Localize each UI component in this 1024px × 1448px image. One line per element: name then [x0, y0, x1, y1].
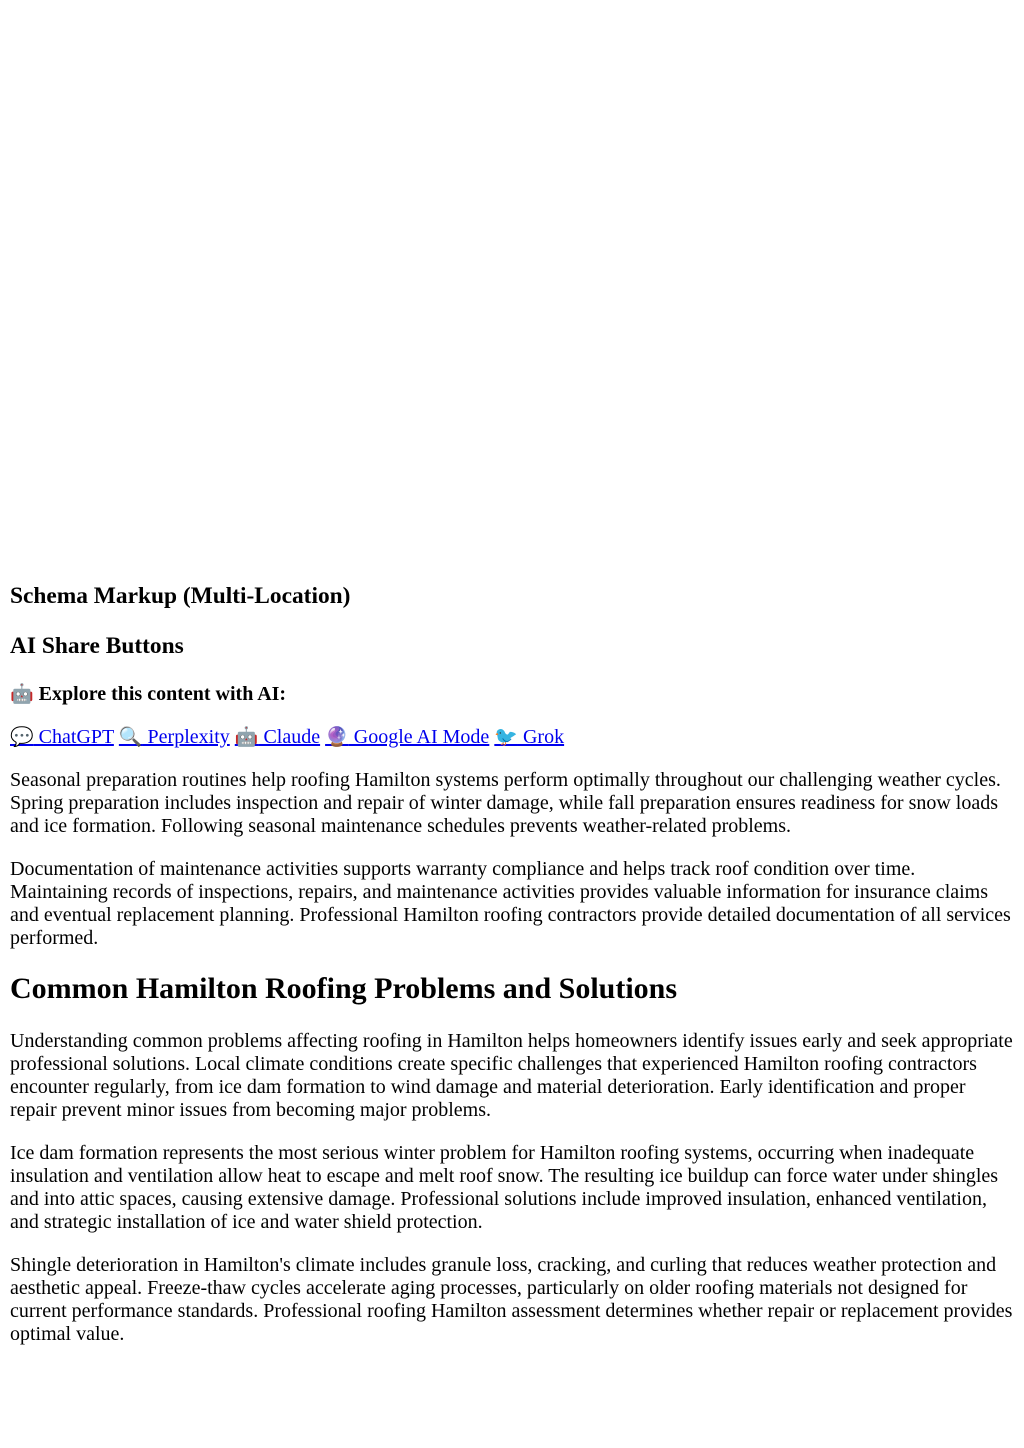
google-ai-mode-label: Google AI Mode: [348, 725, 490, 748]
chatgpt-link[interactable]: [10, 726, 114, 748]
claude-label: Claude: [258, 725, 321, 748]
crystal-ball-icon: 🔮: [325, 725, 349, 748]
blank-area: [10, 0, 1014, 583]
schema-heading: Schema Markup (Multi-Location): [10, 583, 351, 609]
robot-icon: 🤖: [10, 682, 34, 705]
bird-icon: 🐦: [494, 725, 518, 748]
paragraph: Seasonal preparation routines help roofing Hamilton systems perform optimally throughout our challenging weather cycles. Spring preparation includes inspection and repair of winter damage, while fall preparation ensures readiness for snow loads and ice formation. Following seasonal maintenance schedules prevents weather-related problems.: [10, 768, 1001, 837]
perplexity-label: Perplexity: [142, 725, 230, 748]
ai-share-links: [10, 726, 1014, 749]
speech-bubble-icon: 💬: [10, 725, 34, 748]
google-ai-mode-link[interactable]: [325, 726, 489, 748]
explore-heading: [10, 683, 1014, 706]
explore-label: Explore this content with AI:: [38, 682, 287, 705]
paragraph: Ice dam formation represents the most serious winter problem for Hamilton roofing systems, occurring when inadequate insulation and ventilation allow heat to escape and melt roof snow. The resulting ice buildup can force water under shingles and into attic spaces, causing extensive damage. Professional solutions include improved insulation, enhanced ventilation, and strategic installation of ice and water shield protection.: [10, 1142, 999, 1234]
magnifier-icon: 🔍: [118, 725, 143, 748]
paragraph: Documentation of maintenance activities supports warranty compliance and helps track roof condition over time. Maintaining records of inspections, repairs, and maintenance activities provides valuable information for insurance claims and eventual replacement planning. Professional Hamilton roofing contractors provide detailed documentation of all services performed.: [10, 857, 1011, 949]
grok-link[interactable]: [494, 726, 564, 748]
share-heading: AI Share Buttons: [10, 632, 184, 659]
problems-heading: Common Hamilton Roofing Problems and Solutions: [10, 971, 678, 1005]
robot-icon: 🤖: [234, 725, 259, 748]
grok-label: Grok: [517, 725, 565, 748]
paragraph: Understanding common problems affecting roofing in Hamilton helps homeowners identify issues early and seek appropriate professional solutions. Local climate conditions create specific challenges that experienced Hamilton roofing contractors encounter regularly, from ice dam formation to wind damage and material deterioration. Early identification and proper repair prevent minor issues from becoming major problems.: [10, 1030, 1013, 1122]
paragraph: Shingle deterioration in Hamilton's climate includes granule loss, cracking, and curling that reduces weather protection and aesthetic appeal. Freeze-thaw cycles accelerate aging processes, particularly on older roofing materials not designed for current performance standards. Professional roofing Hamilton assessment determines whether repair or replacement provides optimal value.: [10, 1254, 1013, 1346]
perplexity-link[interactable]: [119, 726, 230, 748]
claude-link[interactable]: [235, 726, 320, 748]
chatgpt-label: ChatGPT: [33, 725, 114, 748]
